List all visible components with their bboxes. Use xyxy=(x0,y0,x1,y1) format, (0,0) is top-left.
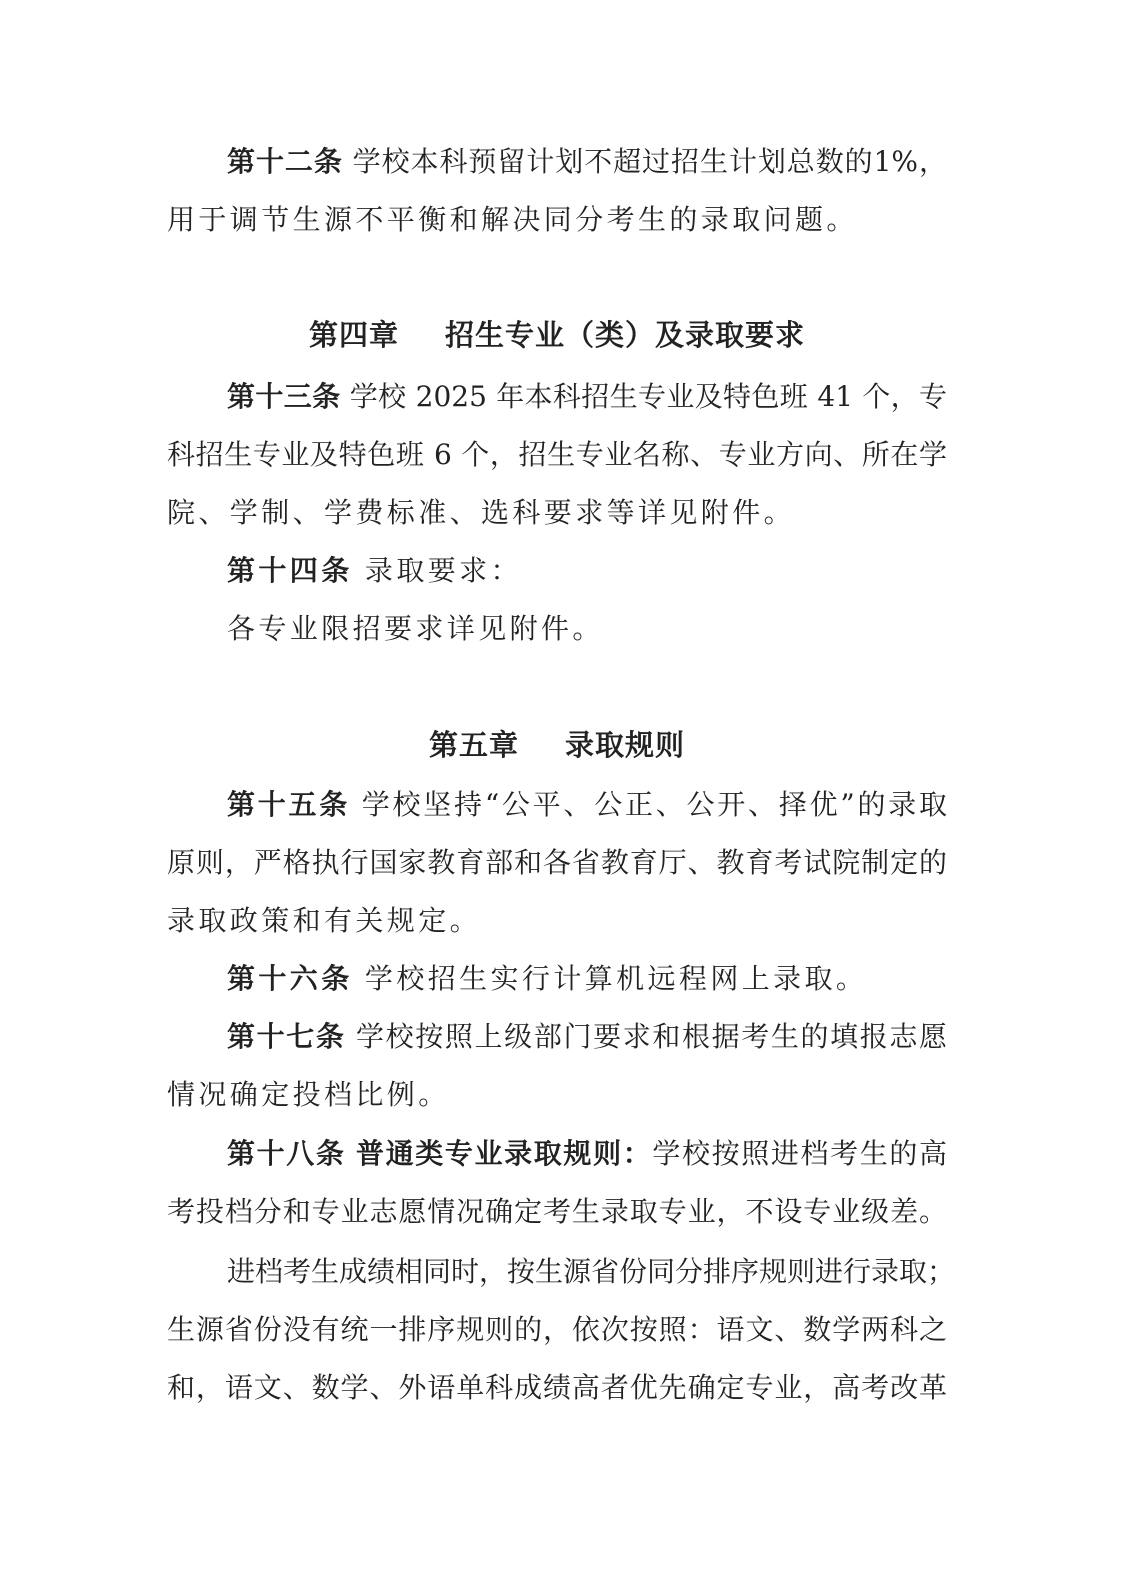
document-page xyxy=(167,0,956,1591)
article-18-bold-title: 普通类专业录取规则： xyxy=(356,1137,653,1170)
article-13-line-2: 科招生专业及特色班 6 个，招生专业名称、专业方向、所在学 xyxy=(167,438,947,471)
article-14-text-1: 录取要求： xyxy=(364,554,522,587)
article-17-label: 第十七条 xyxy=(227,1020,346,1053)
article-18-para-2-line-1: 进档考生成绩相同时，按生源省份同分排序规则进行录取； xyxy=(227,1255,956,1288)
article-13-text-1: 学校 2025 年本科招生专业及特色班 41 个，专 xyxy=(349,380,947,413)
chapter-5-heading xyxy=(167,725,947,765)
article-18-label: 第十八条 xyxy=(227,1137,346,1170)
article-16-label: 第十六条 xyxy=(227,962,353,995)
chapter-5-number: 第五章 xyxy=(428,728,519,762)
article-18-text-1: 学校按照进档考生的高 xyxy=(652,1137,947,1170)
article-16-text-1: 学校招生实行计算机远程网上录取。 xyxy=(364,962,868,995)
article-18-line-1 xyxy=(167,1134,947,1174)
article-15-label: 第十五条 xyxy=(227,788,351,821)
article-18-line-2: 考投档分和专业志愿情况确定考生录取专业，不设专业级差。 xyxy=(167,1195,947,1228)
article-17-text-1: 学校按照上级部门要求和根据考生的填报志愿 xyxy=(356,1020,947,1053)
article-13-label: 第十三条 xyxy=(227,380,341,413)
article-15-line-2: 原则，严格执行国家教育部和各省教育厅、教育考试院制定的 xyxy=(167,846,947,879)
article-14-line-2: 各专业限招要求详见附件。 xyxy=(227,612,604,645)
chapter-4-number: 第四章 xyxy=(308,318,399,352)
article-15-text-1: 学校坚持“公平、公正、公开、择优”的录取 xyxy=(361,788,947,821)
article-15-line-3: 录取政策和有关规定。 xyxy=(167,904,482,937)
article-12-line-2: 用于调节生源不平衡和解决同分考生的录取问题。 xyxy=(167,203,858,236)
article-12-label: 第十二条 xyxy=(227,145,343,178)
chapter-5-title: 录取规则 xyxy=(565,728,686,762)
article-15-line-1 xyxy=(167,785,947,825)
article-12-text-1: 学校本科预留计划不超过招生计划总数的1%， xyxy=(352,145,947,178)
article-14-line-1 xyxy=(167,551,947,591)
article-16-line-1 xyxy=(167,959,947,999)
article-18-para-2-line-2: 生源省份没有统一排序规则的，依次按照：语文、数学两科之 xyxy=(167,1313,947,1346)
article-13-line-1 xyxy=(167,377,947,417)
article-18-para-2-line-3: 和，语文、数学、外语单科成绩高者优先确定专业，高考改革 xyxy=(167,1371,947,1404)
chapter-4-heading xyxy=(167,315,947,355)
article-13-line-3: 院、学制、学费标准、选科要求等详见附件。 xyxy=(167,496,796,529)
chapter-4-title: 招生专业（类）及录取要求 xyxy=(445,318,806,352)
article-14-label: 第十四条 xyxy=(227,554,353,587)
article-12-line-1 xyxy=(167,142,947,182)
article-17-line-1 xyxy=(167,1017,947,1057)
article-17-line-2: 情况确定投档比例。 xyxy=(167,1078,450,1111)
